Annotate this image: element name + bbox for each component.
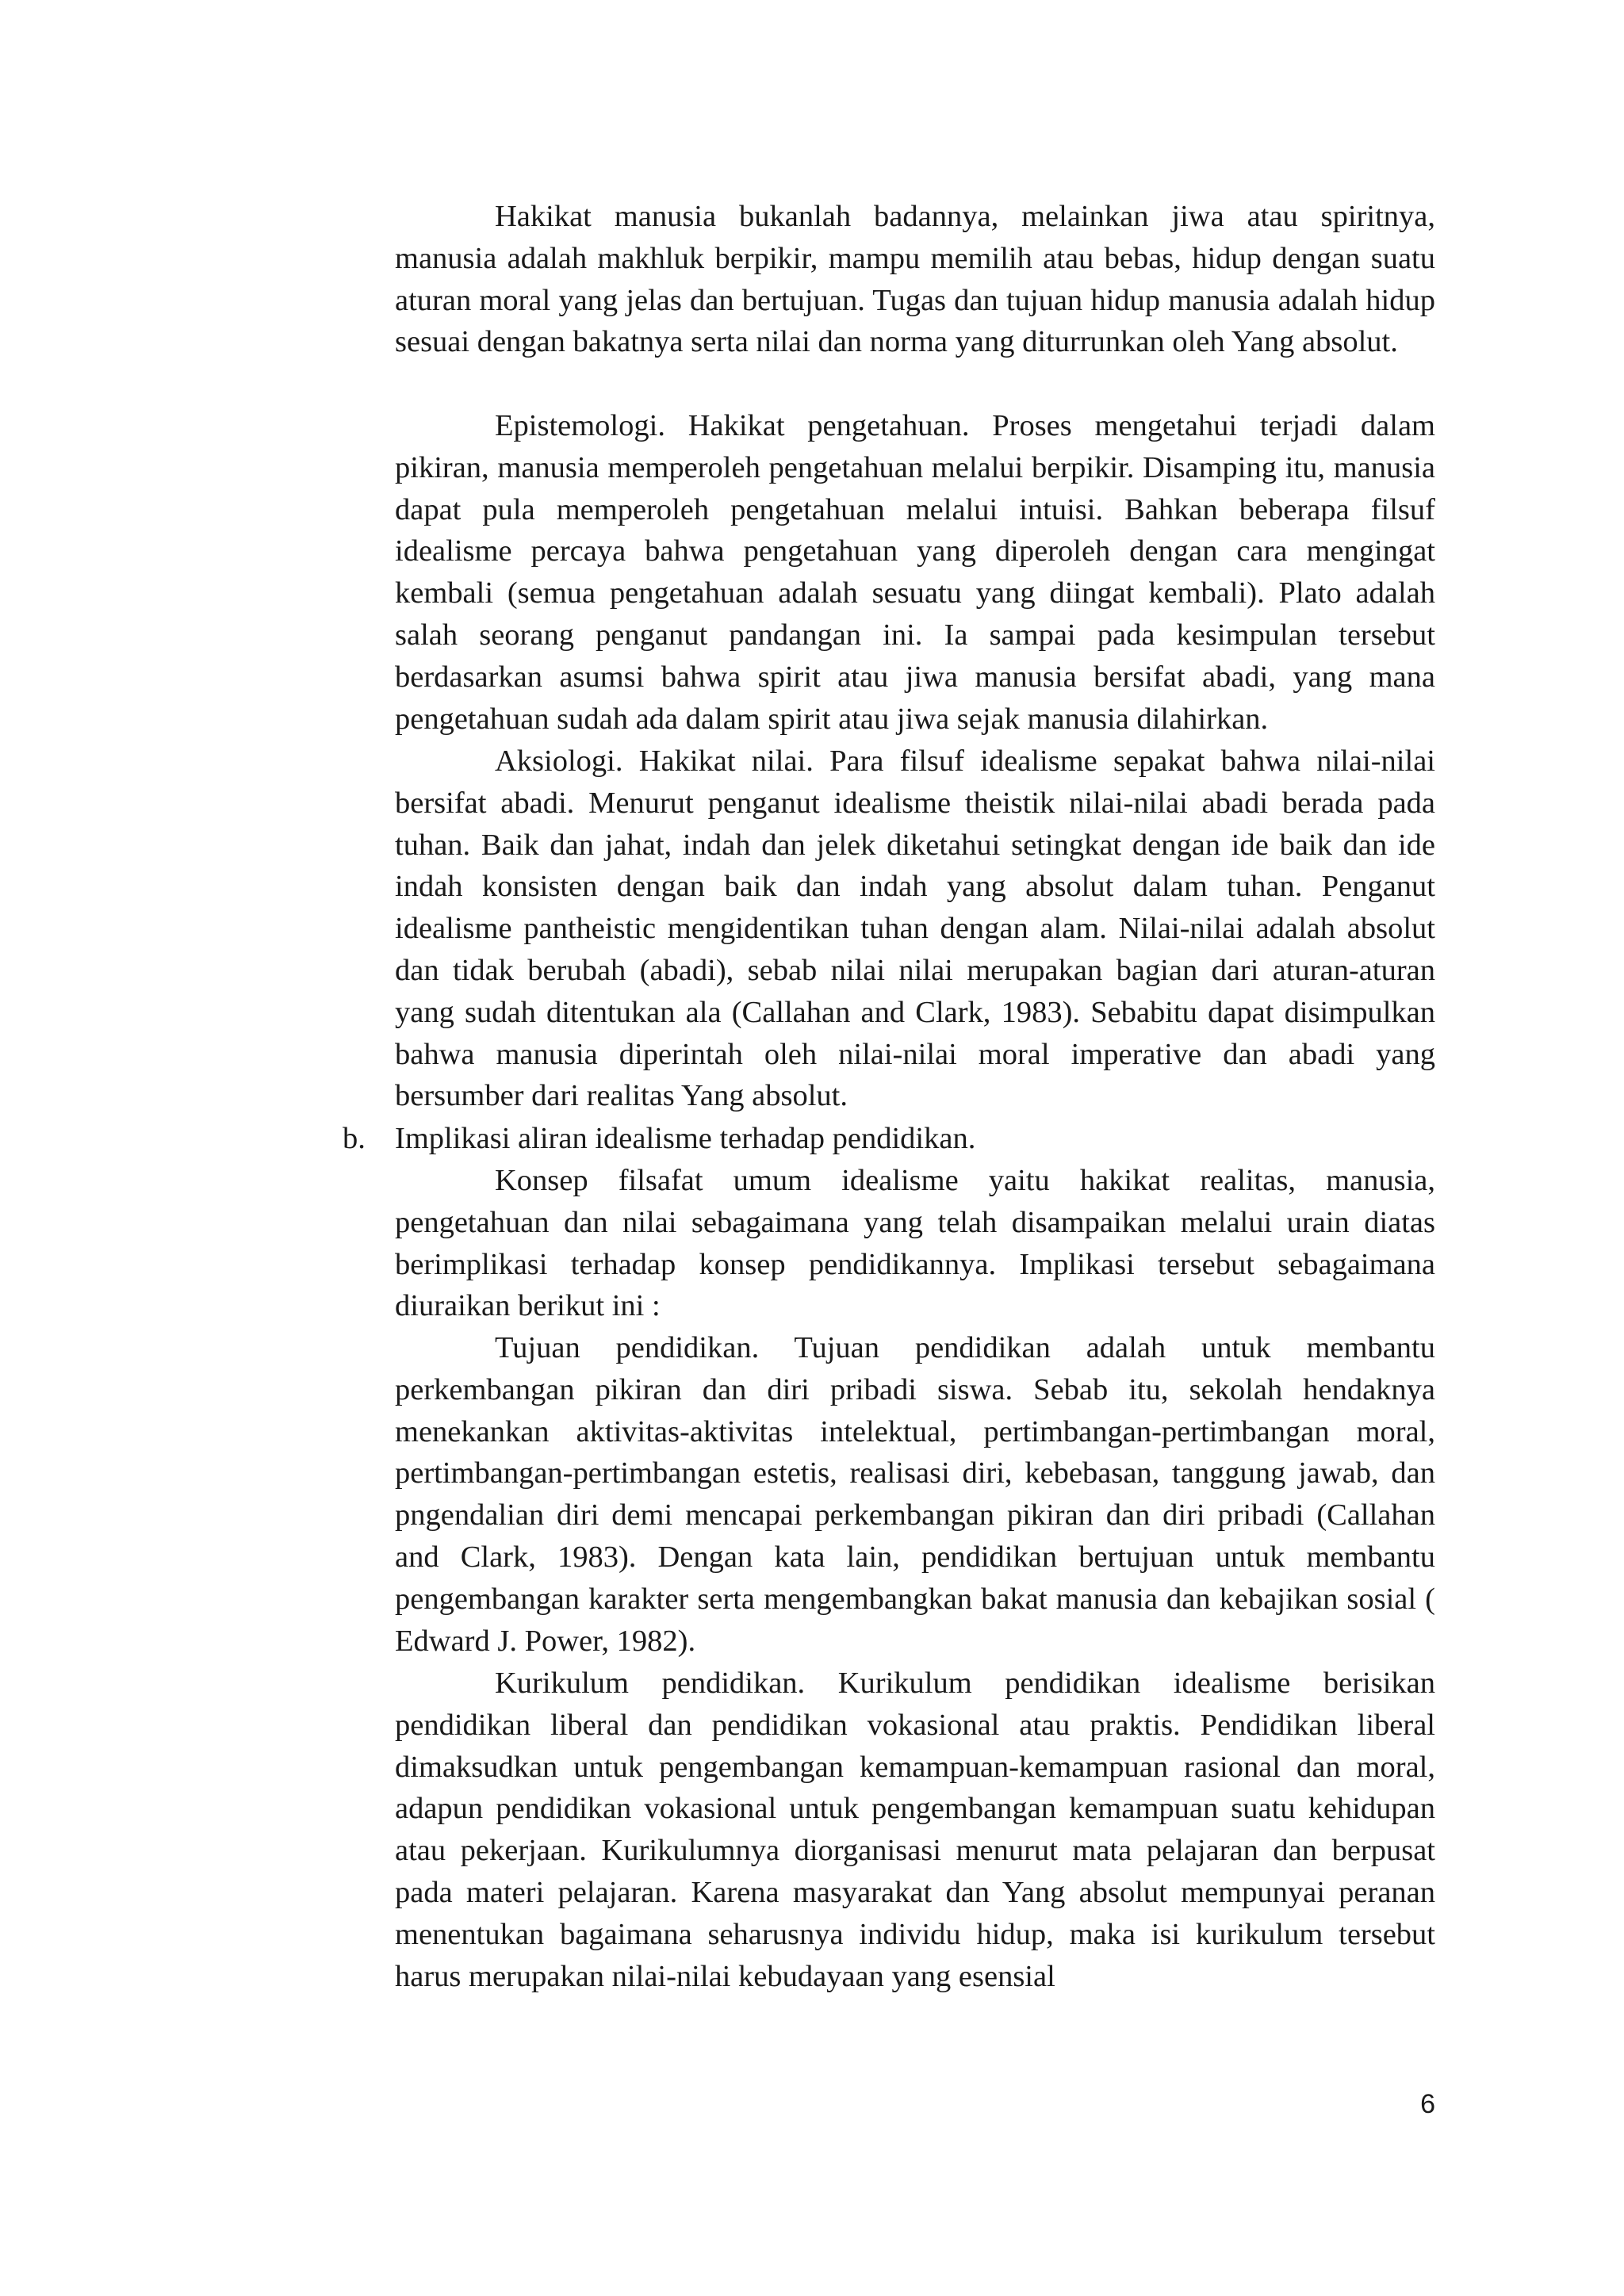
page-number: 6 [1420, 2089, 1435, 2119]
paragraph-tujuan-pendidikan: Tujuan pendidikan. Tujuan pendidikan adalah untuk membantu perkembangan pikiran dan diri pribadi siswa. Sebab itu, sekolah hendaknya menekankan aktivitas-aktivitas intelektual, pertimbangan-pertimbangan moral, pertimbangan-pertimbangan estetis, realisasi diri, kebebasan, tanggung jawab, dan pngendalian diri demi mencapai perkembangan pikiran dan diri pribadi (Callahan and Clark, 1983). Dengan kata lain, pendidikan bertujuan untuk membantu pengembangan karakter serta mengembangkan bakat manusia dan kebajikan sosial ( Edward J. Power, 1982). [395, 1331, 1435, 1658]
paragraph-kurikulum-pendidikan: Kurikulum pendidikan. Kurikulum pendidikan idealisme berisikan pendidikan liberal dan pendidikan vokasional atau praktis. Pendidikan liberal dimaksudkan untuk pengembangan kemampuan-kemampuan rasional dan moral, adapun pendidikan vokasional untuk pengembangan kemampuan suatu kehidupan atau pekerjaan. Kurikulumnya diorganisasi menurut mata pelajaran dan berpusat pada materi pelajaran. Karena masyarakat dan Yang absolut mempunyai peranan menentukan bagaimana seharusnya individu hidup, maka isi kurikulum tersebut harus merupakan nilai-nilai kebudayaan yang esensial [395, 1667, 1435, 1993]
paragraph-aksiologi: Aksiologi. Hakikat nilai. Para filsuf idealisme sepakat bahwa nilai-nilai bersifat abadi. Menurut penganut idealisme theistik nilai-nilai abadi berada pada tuhan. Baik dan jahat, indah dan jelek diketahui setingkat dengan ide baik dan ide indah konsisten dengan baik dan indah yang absolut dalam tuhan. Penganut idealisme pantheistic mengidentikan tuhan dengan alam. Nilai-nilai adalah absolut dan tidak berubah (abadi), sebab nilai nilai merupakan bagian dari aturan-aturan yang sudah ditentukan ala (Callahan and Clark, 1983). Sebabitu dapat disimpulkan bahwa manusia diperintah oleh nilai-nilai moral imperative dan abadi yang bersumber dari realitas Yang absolut. [395, 744, 1435, 1113]
list-item-heading: Implikasi aliran idealisme terhadap pendidikan. [395, 1122, 976, 1155]
paragraph-konsep-filsafat: Konsep filsafat umum idealisme yaitu hakikat realitas, manusia, pengetahuan dan nilai sebagaimana yang telah disampaikan melalui urain diatas berimplikasi terhadap konsep pendidikannya. Implikasi tersebut sebagaimana diuraikan berikut ini : [395, 1164, 1435, 1323]
paragraph-hakikat-manusia: Hakikat manusia bukanlah badannya, melainkan jiwa atau spiritnya, manusia adalah makhluk berpikir, mampu memilih atau bebas, hidup dengan suatu aturan moral yang jelas dan bertujuan. Tugas dan tujuan hidup manusia adalah hidup sesuai dengan bakatnya serta nilai dan norma yang diturrunkan oleh Yang absolut. [395, 200, 1435, 359]
list-item-label: b. [343, 1122, 366, 1155]
paragraph-epistemologi: Epistemologi. Hakikat pengetahuan. Proses mengetahui terjadi dalam pikiran, manusia memperoleh pengetahuan melalui berpikir. Disamping itu, manusia dapat pula memperoleh pengetahuan melalui intuisi. Bahkan beberapa filsuf idealisme percaya bahwa pengetahuan yang diperoleh dengan cara mengingat kembali (semua pengetahuan adalah sesuatu yang diingat kembali). Plato adalah salah seorang penganut pandangan ini. Ia sampai pada kesimpulan tersebut berdasarkan asumsi bahwa spirit atau jiwa manusia bersifat abadi, yang mana pengetahuan sudah ada dalam spirit atau jiwa sejak manusia dilahirkan. [395, 409, 1435, 736]
